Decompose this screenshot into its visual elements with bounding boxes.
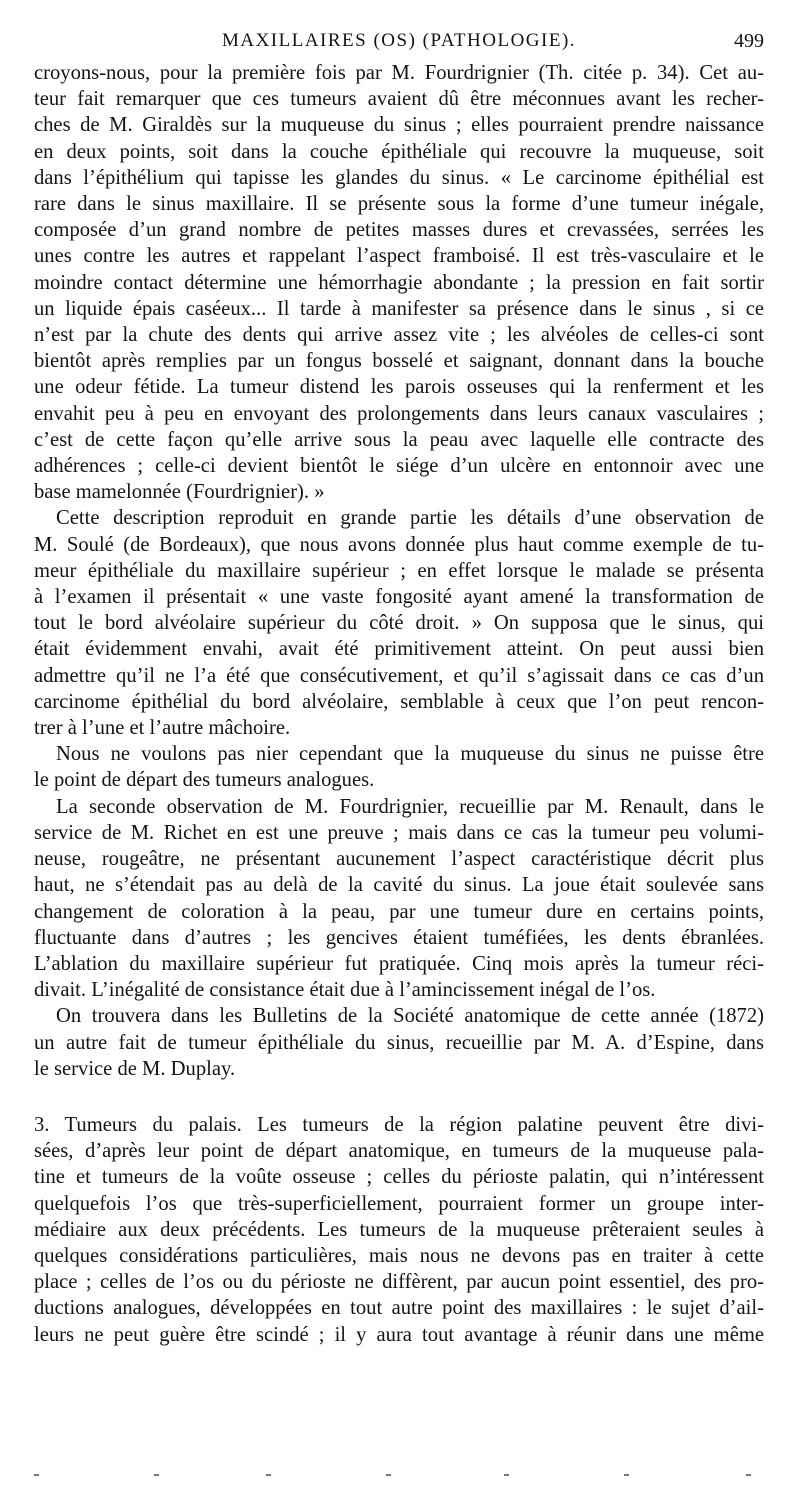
bottom-specks [34, 1474, 764, 1480]
text-line: service de M. Richet en est une preuve ; mais dans ce cas la tumeur peu volumi- [34, 821, 764, 844]
section-gap [34, 1082, 764, 1112]
text-line: tout le bord alvéolaire supérieur du côté droit. » On supposa que le sinus, qui [34, 612, 764, 635]
text-line: composée d’un grand nombre de petites masses dures et crevassées, serrées les [34, 219, 764, 242]
text-line: était évidemment envahi, avait été primitivement atteint. On peut aussi bien [34, 638, 764, 661]
text-line: le point de départ des tumeurs analogues. [34, 769, 375, 792]
text-line: divait. L’inégalité de consistance était due à l’amincissement inégal de l’os. [34, 979, 656, 1002]
text-line: bientôt après remplies par un fongus bosselé et saignant, donnant dans la bouche [34, 350, 764, 373]
text-line: envahit peu à peu en envoyant des prolongements dans leurs canaux vasculaires ; [34, 402, 764, 425]
running-header [34, 30, 764, 58]
text-line: croyons-nous, pour la première fois par M. Fourdrignier (Th. citée p. 34). Cet au- [34, 62, 764, 84]
text-line: Nous ne voulons pas nier cependant que la muqueuse du sinus ne puisse être [56, 743, 764, 766]
section-heading-line: 3. Tumeurs du palais. Les tumeurs de la région palatine peuvent être divi- [34, 1113, 764, 1136]
text-line: c’est de cette façon qu’elle arrive sous la peau avec laquelle elle contracte des [34, 428, 764, 451]
text-line: La seconde observation de M. Fourdrignier, recueillie par M. Renault, dans le [56, 795, 764, 818]
page-number: 499 [734, 30, 764, 52]
text-line: dans l’épithélium qui tapisse les glandes du sinus. « Le carcinome épithélial est [34, 166, 764, 189]
text-line: unes contre les autres et rappelant l’aspect framboisé. Il est très-vasculaire et le [34, 245, 764, 268]
text-line: ches de M. Giraldès sur la muqueuse du sinus ; elles pourraient prendre naissance [34, 114, 764, 137]
text-line: quelquefois l’os que très-superficiellement, pourraient former un groupe inter- [34, 1192, 764, 1215]
text-line: ductions analogues, développées en tout autre point des maxillaires : le sujet d’ail- [34, 1297, 764, 1320]
text-line: place ; celles de l’os ou du périoste ne diffèrent, par aucun point essentiel, des pro- [34, 1271, 764, 1294]
text-line: carcinome épithélial du bord alvéolaire, semblable à ceux que l’on peut rencon- [34, 690, 764, 713]
text-line: admettre qu’il ne l’a été que consécutivement, et qu’il s’agissait dans ce cas d’un [34, 664, 764, 687]
text-line: une odeur fétide. La tumeur distend les parois osseuses qui la renferment et les [34, 376, 764, 399]
text-line: leurs ne peut guère être scindé ; il y aura tout avantage à réunir dans une même [34, 1323, 764, 1346]
text-line: L’ablation du maxillaire supérieur fut pratiquée. Cinq mois après la tumeur réci- [34, 952, 764, 975]
text-line: neuse, rougeâtre, ne présentant aucunement l’aspect caractéristique décrit plus [34, 848, 764, 871]
text-line: meur épithéliale du maxillaire supérieur ; en effet lorsque le malade se présenta [34, 559, 764, 582]
text-line: quelques considérations particulières, mais nous ne devons pas en traiter à cette [34, 1244, 764, 1267]
text-line: rare dans le sinus maxillaire. Il se présente sous la forme d’une tumeur inégale, [34, 193, 764, 216]
text-line: en deux points, soit dans la couche épithéliale qui recouvre la muqueuse, soit [34, 140, 764, 163]
text-line: médiaire aux deux précédents. Les tumeurs de la muqueuse prêteraient seules à [34, 1218, 764, 1241]
text-line: n’est par la chute des dents qui arrive assez vite ; les alvéoles de celles-ci sont [34, 324, 764, 347]
text-line: adhérences ; celle-ci devient bientôt le siége d’un ulcère en entonnoir avec une [34, 455, 764, 478]
text-line: tine et tumeurs de la voûte osseuse ; celles du périoste palatin, qui n’intéressent [34, 1166, 764, 1189]
text-line: à l’examen il présentait « une vaste fongosité ayant amené la transformation de [34, 586, 764, 609]
text-line: fluctuante dans d’autres ; les gencives étaient tuméfiées, les dents ébranlées. [34, 926, 764, 949]
running-title: MAXILLAIRES (OS) (PATHOLOGIE). [221, 30, 577, 51]
text-line: teur fait remarquer que ces tumeurs avaient dû être méconnues avant les recher- [34, 88, 764, 111]
text-line: moindre contact détermine une hémorrhagie abondante ; la pression en fait sortir [34, 271, 764, 294]
text-line: trer à l’une et l’autre mâchoire. [34, 717, 291, 740]
text-line: M. Soulé (de Bordeaux), que nous avons donnée plus haut comme exemple de tu- [34, 533, 764, 556]
text-line: un liquide épais caséeux... Il tarde à manifester sa présence dans le sinus , si ce [34, 297, 764, 320]
text-line: haut, ne s’étendait pas au delà de la cavité du sinus. La joue était soulevée sans [34, 874, 764, 897]
text-line: sées, d’après leur point de départ anatomique, en tumeurs de la muqueuse pala- [34, 1140, 764, 1163]
text-line: Cette description reproduit en grande partie les détails d’une observation de [56, 507, 764, 530]
text-line: changement de coloration à la peau, par une tumeur dure en certains points, [34, 900, 764, 923]
text-line: un autre fait de tumeur épithéliale du sinus, recueillie par M. A. d’Espine, dans [34, 1031, 764, 1054]
text-line: On trouvera dans les Bulletins de la Société anatomique de cette année (1872) [56, 1005, 764, 1028]
body-text [34, 60, 764, 1348]
text-line: base mamelonnée (Fourdrignier). » [34, 481, 325, 504]
text-line: le service de M. Duplay. [34, 1057, 236, 1080]
